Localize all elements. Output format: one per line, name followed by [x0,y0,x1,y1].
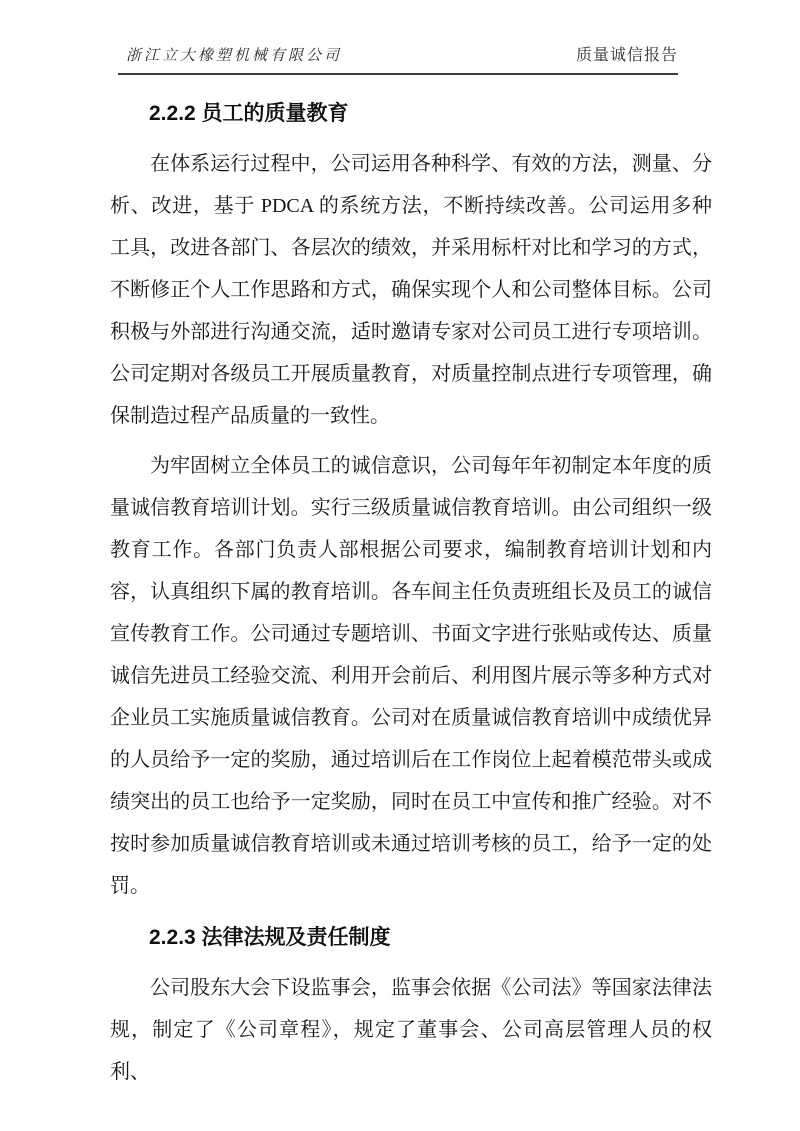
header-row [118,46,678,66]
section-heading-2-2-3: 2.2.3 法律法规及责任制度 [149,926,391,949]
section-heading-2-2-2: 2.2.2 员工的质量教育 [149,102,349,125]
document-content [110,75,712,1093]
paragraph-quality-education-1: 在体系运行过程中，公司运用各种科学、有效的方法，测量、分析、改进，基于 PDCA 的系统方法，不断持续改善。公司运用多种工具，改进各部门、各层次的绩效，并采用标杆对比和学习的方式，不断修正个人工作思路和方式，确保实现个人和公司整体目标。公司积极与外部进行沟通交流，适时邀请专家对公司员工进行专项培训。公司定期对各级员工开展质量教育，对质量控制点进行专项管理，确保制造过程产品质量的一致性。 [110,153,712,427]
paragraph-laws-regulations-1: 公司股东大会下设监事会，监事会依据《公司法》等国家法律法规，制定了《公司章程》，规定了董事会、公司高层管理人员的权利、 [110,977,712,1083]
company-name: 浙江立大橡塑机械有限公司 [126,48,343,64]
paragraph-quality-education-2: 为牢固树立全体员工的诚信意识，公司每年年初制定本年度的质量诚信教育培训计划。实行三级质量诚信教育培训。由公司组织一级教育工作。各部门负责人部根据公司要求，编制教育培训计划和内容，认真组织下属的教育培训。各车间主任负责班组长及员工的诚信宣传教育工作。公司通过专题培训、书面文字进行张贴或传达、质量诚信先进员工经验交流、利用开会前后、利用图片展示等多种方式对企业员工实施质量诚信教育。公司对在质量诚信教育培训中成绩优异的人员给予一定的奖励，通过培训后在工作岗位上起着模范带头或成绩突出的员工也给予一定奖励，同时在员工中宣传和推广经验。对不按时参加质量诚信教育培训或未通过培训考核的员工，给予一定的处罚。 [110,455,712,897]
page-header [118,0,678,75]
report-title: 质量诚信报告 [575,47,678,64]
